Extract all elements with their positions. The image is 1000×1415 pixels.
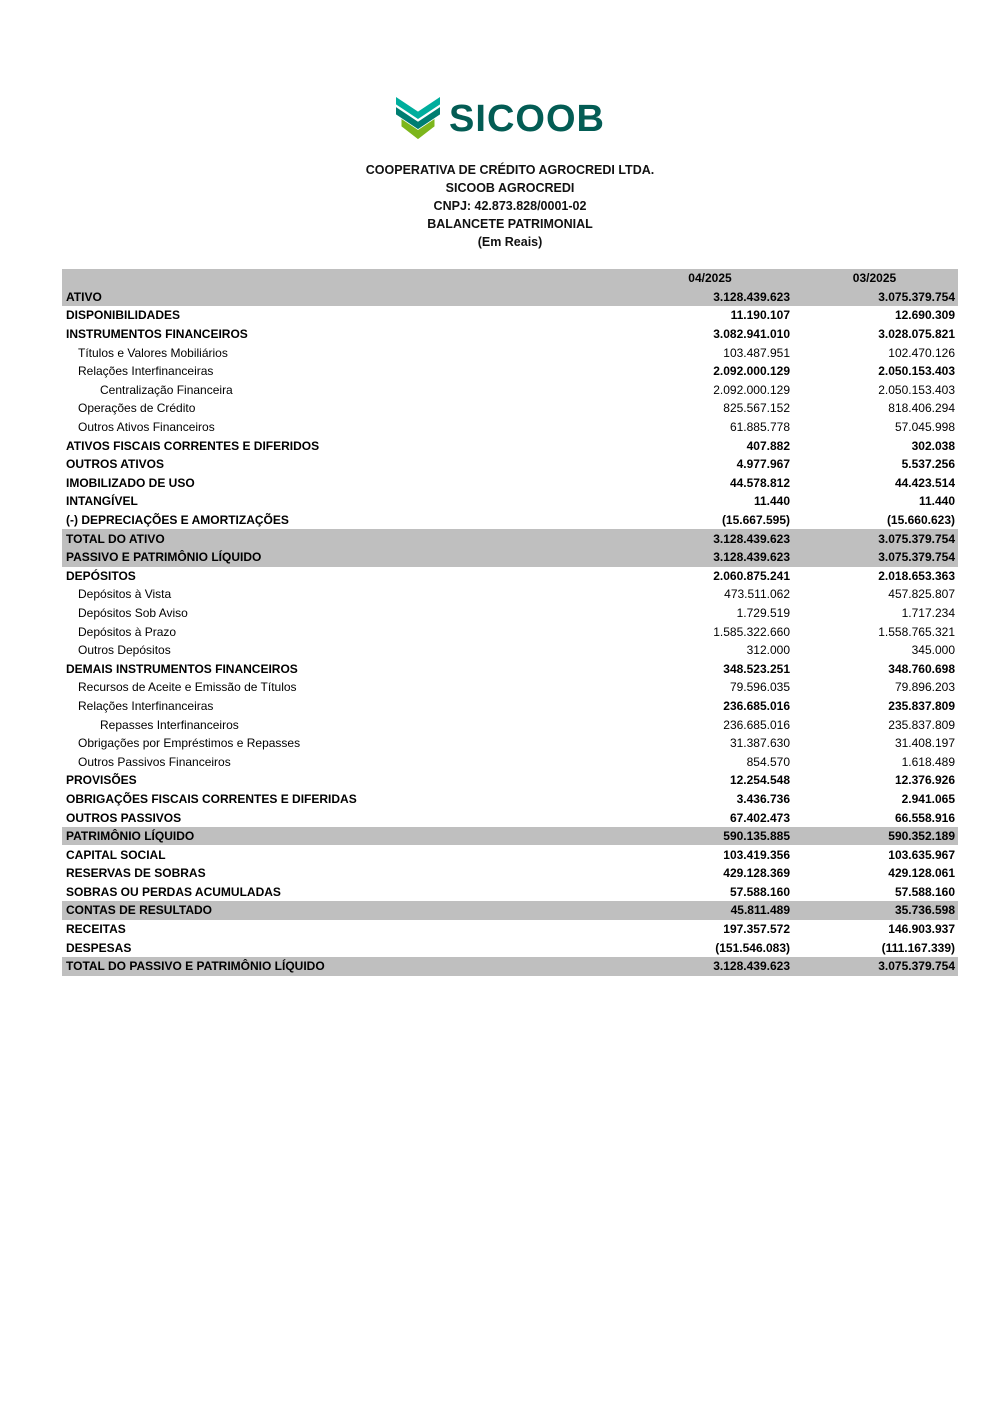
row-value-2: 2.941.065	[901, 791, 955, 806]
row-value-2: 2.050.153.403	[878, 364, 955, 379]
row-label: ATIVO	[66, 289, 102, 304]
report-title: BALANCETE PATRIMONIAL	[427, 217, 593, 231]
row-label: PASSIVO E PATRIMÔNIO LÍQUIDO	[66, 550, 262, 565]
row-label: CAPITAL SOCIAL	[66, 847, 166, 862]
column-header-period-2: 03/2025	[852, 271, 897, 286]
trade-name: SICOOB AGROCREDI	[445, 181, 575, 195]
currency-note: (Em Reais)	[477, 235, 543, 249]
row-label: INTANGÍVEL	[66, 494, 138, 509]
row-value-2: 429.128.061	[888, 866, 955, 881]
cnpj: CNPJ: 42.873.828/0001-02	[433, 199, 587, 213]
table-row	[62, 957, 958, 976]
table-row	[62, 622, 958, 641]
row-value-2: (15.660.623)	[886, 513, 955, 528]
table-row	[62, 474, 958, 493]
row-value-2: 44.423.514	[894, 475, 955, 490]
row-value-2: 35.736.598	[894, 903, 955, 918]
row-value-1: 2.092.000.129	[713, 364, 790, 379]
row-value-2: 11.440	[918, 494, 955, 509]
row-label: Recursos de Aceite e Emissão de Títulos	[78, 680, 297, 695]
sicoob-logo	[0, 97, 1000, 141]
table-row	[62, 808, 958, 827]
table-row	[62, 734, 958, 753]
table-row	[62, 325, 958, 344]
row-value-1: 103.419.356	[723, 847, 790, 862]
row-value-1: 429.128.369	[723, 866, 790, 881]
table-row	[62, 492, 958, 511]
table-row	[62, 381, 958, 400]
row-value-2: 79.896.203	[894, 680, 955, 695]
row-value-2: 2.050.153.403	[878, 382, 955, 397]
table-row	[62, 715, 958, 734]
row-value-1: 312.000	[746, 643, 790, 658]
table-row	[62, 288, 958, 307]
table-row	[62, 585, 958, 604]
row-label: TOTAL DO PASSIVO E PATRIMÔNIO LÍQUIDO	[66, 959, 325, 974]
row-label: PROVISÕES	[66, 773, 137, 788]
row-value-2: 102.470.126	[888, 345, 955, 360]
company-name: COOPERATIVA DE CRÉDITO AGROCREDI LTDA.	[365, 163, 655, 177]
row-value-1: 590.135.885	[723, 829, 790, 844]
row-label: DEPÓSITOS	[66, 568, 136, 583]
row-value-1: 1.585.322.660	[713, 624, 790, 639]
balance-table-body	[62, 288, 958, 976]
row-value-1: 11.190.107	[730, 308, 790, 323]
row-label: Outros Ativos Financeiros	[78, 420, 215, 435]
table-row	[62, 511, 958, 530]
table-header-row	[62, 269, 958, 288]
row-value-2: 3.075.379.754	[878, 550, 955, 565]
row-value-1: 2.060.875.241	[713, 568, 790, 583]
row-value-2: 1.717.234	[901, 605, 955, 620]
table-row	[62, 362, 958, 381]
row-label: Depósitos à Vista	[78, 587, 172, 602]
row-value-2: 31.408.197	[894, 736, 955, 751]
row-label: Relações Interfinanceiras	[78, 698, 214, 713]
row-value-1: 407.882	[746, 438, 790, 453]
row-label: RESERVAS DE SOBRAS	[66, 866, 206, 881]
row-value-1: 44.578.812	[729, 475, 790, 490]
row-value-1: 3.128.439.623	[713, 959, 790, 974]
row-value-2: 103.635.967	[888, 847, 955, 862]
row-label: Outros Passivos Financeiros	[78, 754, 231, 769]
row-value-2: 12.376.926	[894, 773, 955, 788]
row-label: ATIVOS FISCAIS CORRENTES E DIFERIDOS	[66, 438, 320, 453]
table-row	[62, 920, 958, 939]
table-row	[62, 436, 958, 455]
row-value-2: 12.690.309	[894, 308, 955, 323]
row-value-1: 197.357.572	[723, 922, 790, 937]
row-value-1: 11.440	[753, 494, 790, 509]
row-value-2: 590.352.189	[888, 829, 955, 844]
row-label: DISPONIBILIDADES	[66, 308, 181, 323]
row-label: (-) DEPRECIAÇÕES E AMORTIZAÇÕES	[66, 513, 289, 528]
row-value-2: 1.618.489	[901, 754, 955, 769]
row-value-1: 236.685.016	[723, 717, 790, 732]
row-value-1: 1.729.519	[736, 605, 790, 620]
table-row	[62, 864, 958, 883]
table-row	[62, 901, 958, 920]
row-value-2: 1.558.765.321	[878, 624, 955, 639]
table-row	[62, 399, 958, 418]
row-label: DEMAIS INSTRUMENTOS FINANCEIROS	[66, 661, 298, 676]
row-label: SOBRAS OU PERDAS ACUMULADAS	[66, 884, 281, 899]
row-value-1: 31.387.630	[729, 736, 790, 751]
row-value-1: 67.402.473	[729, 810, 790, 825]
row-value-1: 103.487.951	[723, 345, 790, 360]
row-value-2: 345.000	[911, 643, 955, 658]
table-row	[62, 455, 958, 474]
row-value-2: 146.903.937	[888, 922, 955, 937]
row-value-1: 4.977.967	[736, 457, 790, 472]
row-label: OBRIGAÇÕES FISCAIS CORRENTES E DIFERIDAS	[66, 791, 357, 806]
row-value-2: 66.558.916	[894, 810, 955, 825]
row-value-2: 3.075.379.754	[878, 289, 955, 304]
row-value-2: 302.038	[911, 438, 955, 453]
row-value-1: 348.523.251	[723, 661, 790, 676]
sicoob-logo-text: SICOOB	[449, 98, 605, 140]
row-label: Repasses Interfinanceiros	[100, 717, 239, 732]
row-value-1: (151.546.083)	[715, 940, 790, 955]
row-label: OUTROS ATIVOS	[66, 457, 165, 472]
row-value-1: 79.596.035	[729, 680, 790, 695]
row-value-1: (15.667.595)	[721, 513, 790, 528]
document-header	[62, 161, 958, 251]
row-value-1: 2.092.000.129	[713, 382, 790, 397]
row-label: Títulos e Valores Mobiliários	[78, 345, 228, 360]
row-label: PATRIMÔNIO LÍQUIDO	[66, 829, 195, 844]
row-label: DESPESAS	[66, 940, 132, 955]
table-row	[62, 343, 958, 362]
row-value-2: 57.588.160	[894, 884, 955, 899]
table-row	[62, 827, 958, 846]
row-label: TOTAL DO ATIVO	[66, 531, 165, 546]
row-label: RECEITAS	[66, 922, 126, 937]
row-label: IMOBILIZADO DE USO	[66, 475, 195, 490]
table-row	[62, 306, 958, 325]
table-row	[62, 548, 958, 567]
table-row	[62, 659, 958, 678]
row-value-2: (111.167.339)	[881, 940, 955, 955]
table-row	[62, 641, 958, 660]
table-row	[62, 771, 958, 790]
table-row	[62, 883, 958, 902]
row-value-1: 854.570	[746, 754, 790, 769]
row-value-2: 57.045.998	[894, 420, 955, 435]
table-row	[62, 845, 958, 864]
table-row	[62, 678, 958, 697]
table-row	[62, 752, 958, 771]
row-value-1: 57.588.160	[729, 884, 790, 899]
row-label: CONTAS DE RESULTADO	[66, 903, 212, 918]
row-value-2: 3.075.379.754	[878, 959, 955, 974]
row-value-1: 473.511.062	[724, 587, 790, 602]
row-label: OUTROS PASSIVOS	[66, 810, 182, 825]
row-value-2: 5.537.256	[901, 457, 955, 472]
row-value-1: 3.082.941.010	[713, 327, 790, 342]
row-label: Depósitos à Prazo	[78, 624, 177, 639]
row-value-2: 2.018.653.363	[878, 568, 955, 583]
row-value-2: 3.028.075.821	[878, 327, 955, 342]
row-value-1: 45.811.489	[730, 903, 790, 918]
row-value-1: 3.128.439.623	[713, 550, 790, 565]
row-label: Obrigações por Empréstimos e Repasses	[78, 736, 301, 751]
table-row	[62, 790, 958, 809]
row-value-2: 348.760.698	[888, 661, 955, 676]
row-value-1: 3.128.439.623	[713, 531, 790, 546]
table-row	[62, 938, 958, 957]
row-value-1: 825.567.152	[723, 401, 790, 416]
row-value-2: 457.825.807	[888, 587, 955, 602]
row-value-1: 61.885.778	[729, 420, 790, 435]
row-label: Centralização Financeira	[100, 382, 233, 397]
row-value-1: 12.254.548	[729, 773, 790, 788]
row-value-2: 818.406.294	[888, 401, 955, 416]
table-row	[62, 604, 958, 623]
row-value-1: 3.436.736	[736, 791, 790, 806]
sicoob-logo-icon	[395, 97, 441, 141]
row-value-2: 235.837.809	[888, 717, 955, 732]
row-value-1: 236.685.016	[723, 698, 790, 713]
table-row	[62, 418, 958, 437]
row-value-2: 3.075.379.754	[878, 531, 955, 546]
row-value-2: 235.837.809	[888, 698, 955, 713]
row-label: Depósitos Sob Aviso	[78, 605, 188, 620]
row-label: Operações de Crédito	[78, 401, 196, 416]
row-label: Relações Interfinanceiras	[78, 364, 214, 379]
row-value-1: 3.128.439.623	[713, 289, 790, 304]
table-row	[62, 529, 958, 548]
balance-table	[62, 269, 958, 976]
row-label: INSTRUMENTOS FINANCEIROS	[66, 327, 248, 342]
row-label: Outros Depósitos	[78, 643, 171, 658]
table-row	[62, 567, 958, 586]
column-header-period-1: 04/2025	[688, 271, 732, 286]
table-row	[62, 697, 958, 716]
